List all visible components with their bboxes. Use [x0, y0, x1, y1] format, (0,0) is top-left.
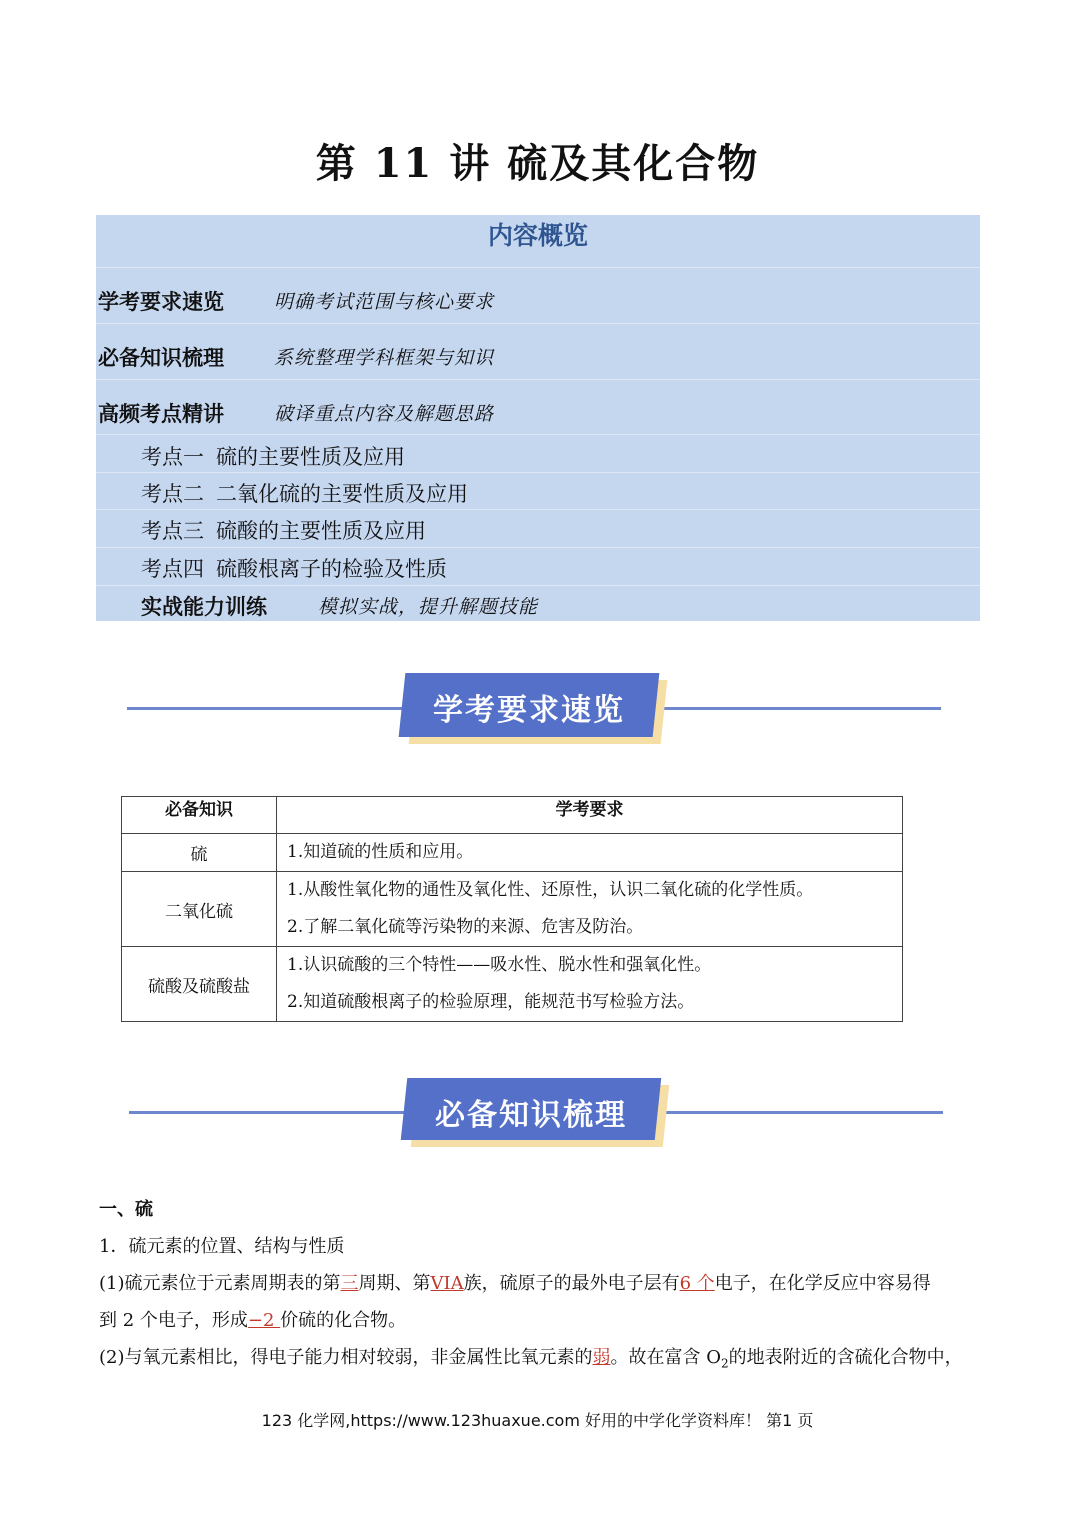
- table-cell-requirements: 1.知道硫的性质和应用。: [277, 834, 903, 872]
- table-cell-requirements: 1.从酸性氧化物的通性及氧化性、还原性，认识二氧化硫的化学性质。 2.了解二氧化硫等污染物的来源、危害及防治。: [277, 872, 903, 947]
- training-desc: 模拟实战，提升解题技能: [318, 596, 539, 618]
- overview-section-row: [96, 324, 980, 380]
- overview-box: [96, 215, 980, 621]
- section-heading: 一、硫: [99, 1199, 153, 1220]
- section-label: 学考要求速览: [98, 290, 224, 314]
- paragraph-1-cont: 到 2 个电子，形成−2 价硫的化合物。: [99, 1310, 407, 1331]
- banner-label: 必备知识梳理: [435, 1098, 627, 1133]
- section-banner-requirements: [0, 670, 1075, 750]
- kaodian-item: 考点三 硫酸的主要性质及应用: [141, 519, 426, 543]
- training-row: [96, 586, 980, 621]
- kaodian-item: 考点二 二氧化硫的主要性质及应用: [141, 482, 468, 506]
- overview-heading: 内容概览: [487, 221, 588, 250]
- page-title: 第 11 讲 硫及其化合物: [315, 140, 760, 187]
- table-cell-topic: 二氧化硫: [122, 872, 277, 947]
- kaodian-row: [96, 435, 980, 473]
- training-label: 实战能力训练: [141, 595, 267, 619]
- table-header: 学考要求: [277, 797, 903, 834]
- kaodian-item: 考点四 硫酸根离子的检验及性质: [141, 557, 447, 581]
- section-desc: 明确考试范围与核心要求: [274, 291, 495, 313]
- overview-section-row: [96, 380, 980, 435]
- table-row: [122, 947, 903, 1022]
- overview-section-row: [96, 268, 980, 324]
- table-header-row: [122, 797, 903, 834]
- paragraph-1: (1)硫元素位于元素周期表的第三周期、第VIA族，硫原子的最外电子层有6 个电子，在化学反应中容易得: [99, 1273, 931, 1294]
- section-label: 必备知识梳理: [98, 346, 224, 370]
- table-cell-topic: 硫: [122, 834, 277, 872]
- kaodian-row: [96, 473, 980, 510]
- requirements-table: [121, 796, 903, 1022]
- table-header: 必备知识: [122, 797, 277, 834]
- subsection-heading: 1．硫元素的位置、结构与性质: [99, 1236, 345, 1257]
- table-cell-requirements: 1.认识硫酸的三个特性——吸水性、脱水性和强氧化性。 2.知道硫酸根离子的检验原理，能规范书写检验方法。: [277, 947, 903, 1022]
- page-footer: 123 化学网,https://www.123huaxue.com 好用的中学化学资料库！ 第1 页: [261, 1411, 814, 1430]
- section-desc: 系统整理学科框架与知识: [274, 347, 495, 369]
- kaodian-row: [96, 548, 980, 586]
- table-cell-topic: 硫酸及硫酸盐: [122, 947, 277, 1022]
- overview-header-row: [96, 215, 980, 268]
- section-desc: 破译重点内容及解题思路: [274, 403, 495, 425]
- kaodian-row: [96, 510, 980, 548]
- section-banner-knowledge: [0, 1075, 1075, 1155]
- banner-label: 学考要求速览: [433, 693, 625, 728]
- table-row: [122, 834, 903, 872]
- paragraph-2: (2)与氧元素相比，得电子能力相对较弱，非金属性比氧元素的弱。故在富含 $O_2$的地表附近的含硫化合物中，: [99, 1347, 963, 1371]
- kaodian-item: 考点一 硫的主要性质及应用: [141, 445, 405, 469]
- section-label: 高频考点精讲: [98, 402, 224, 426]
- table-row: [122, 872, 903, 947]
